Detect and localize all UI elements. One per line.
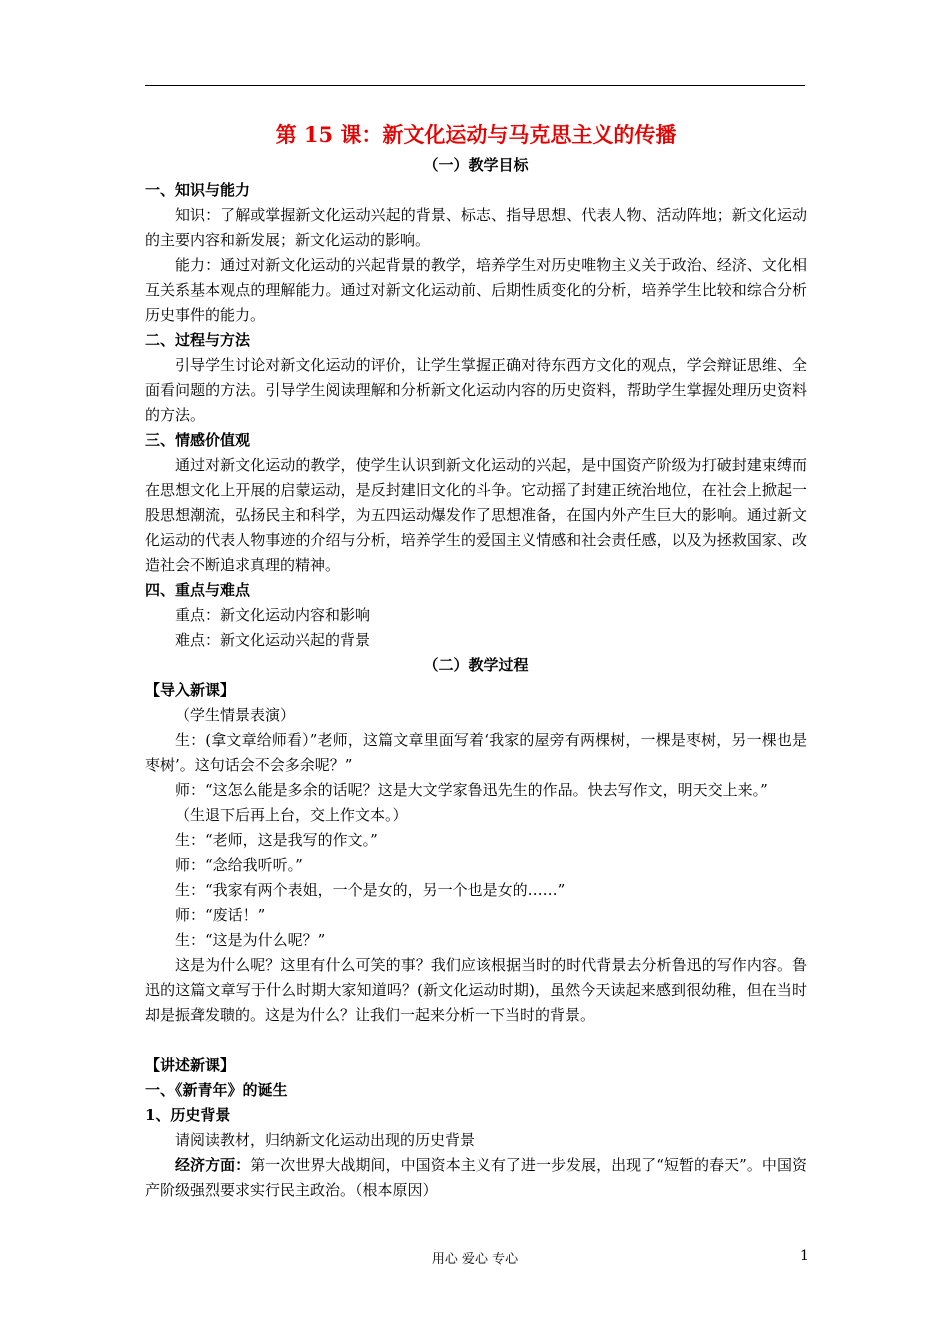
instruction-line: 请阅读教材，归纳新文化运动出现的历史背景 [175, 1131, 476, 1149]
paragraph-emotion-values: 通过对新文化运动的教学，使学生认识到新文化运动的兴起，是中国资产阶级为打破封建束缚而在思想文化上开展的启蒙运动，是反封建旧文化的斗争。它动摇了封建正统治地位，在社会上掀起一股思想潮流，弘扬民主和科学，为五四运动爆发作了思想准备，在国内外产生巨大的影响。通过新文化运动的代表人物事迹的介绍与分析，培养学生的爱国主义情感和社会责任感，以及为拯救国家、改造社会不断追求真理的精神。 [145, 456, 807, 574]
dialogue-line: 生：“老师，这是我写的作文。” [175, 831, 378, 849]
key-point-line: 重点：新文化运动内容和影响 [175, 606, 371, 624]
paragraph-knowledge: 知识：了解或掌握新文化运动兴起的背景、标志、指导思想、代表人物、活动阵地；新文化运动的主要内容和新发展；新文化运动的影响。 [145, 206, 807, 249]
dialogue-line: 师：“念给我听听。” [175, 856, 303, 874]
heading-emotion-values: 三、情感价值观 [145, 431, 251, 449]
dialogue-line: 生：“我家有两个表姐，一个是女的，另一个也是女的……” [175, 881, 566, 899]
paragraph-process-method: 引导学生讨论对新文化运动的评价，让学生掌握正确对待东西方文化的观点，学会辩证思维、全面看问题的方法。引导学生阅读理解和分析新文化运动内容的历史资料，帮助学生掌握处理历史资料的方法。 [145, 356, 807, 424]
heading-process-method: 二、过程与方法 [145, 331, 251, 349]
section-heading-objectives: （一）教学目标 [423, 156, 529, 174]
heading-intro: 【导入新课】 [145, 681, 236, 699]
spacer [145, 1028, 807, 1053]
difficult-point-line: 难点：新文化运动兴起的背景 [175, 631, 371, 649]
heading-knowledge-ability: 一、知识与能力 [145, 181, 251, 199]
section-heading-process: （二）教学过程 [423, 656, 529, 674]
paragraph-economy [145, 1153, 807, 1203]
heading-historical-background: 1、历史背景 [145, 1106, 231, 1124]
heading-new-lesson: 【讲述新课】 [145, 1056, 236, 1074]
economy-text: 第一次世界大战期间，中国资本主义有了进一步发展，出现了“短暂的春天”。中国资产阶级强烈要求实行民主政治。（根本原因） [145, 1156, 807, 1199]
heading-new-youth: 一、《新青年》的诞生 [145, 1081, 288, 1099]
footer-text: 用心 爱心 专心 [431, 1252, 519, 1267]
document-body [145, 120, 807, 1203]
dialogue-line: 生：“这是为什么呢？” [175, 931, 326, 949]
dialogue-paragraph: 师：“这怎么能是多余的话呢？这是大文学家鲁迅先生的作品。快去写作文，明天交上来。” [175, 781, 768, 799]
dialogue-paragraph: 生：(拿文章给师看）”老师，这篇文章里面写着‘我家的屋旁有两棵树，一棵是枣树，另一棵也是枣树’。这句话会不会多余呢？” [145, 731, 807, 774]
header-rule [145, 85, 805, 86]
dialogue-note: （学生情景表演） [175, 706, 296, 724]
dialogue-note: （生退下后再上台，交上作文本。） [175, 806, 408, 824]
dialogue-line: 师：“废话！” [175, 906, 266, 924]
paragraph-ability: 能力：通过对新文化运动的兴起背景的教学，培养学生对历史唯物主义关于政治、经济、文化相互关系基本观点的理解能力。通过对新文化运动前、后期性质变化的分析，培养学生比较和综合分析历史事件的能力。 [145, 256, 807, 324]
intro-analysis-paragraph: 这是为什么呢？这里有什么可笑的事？我们应该根据当时的时代背景去分析鲁迅的写作内容。鲁迅的这篇文章写于什么时期大家知道吗？(新文化运动时期)，虽然今天读起来感到很幼稚，但在当时却是振聋发聩的。这是为什么？让我们一起来分析一下当时的背景。 [145, 956, 807, 1024]
page-number: 1 [800, 1248, 809, 1264]
heading-key-difficult: 四、重点与难点 [145, 581, 251, 599]
economy-lead: 经济方面： [175, 1156, 251, 1174]
lesson-title: 第 15 课：新文化运动与马克思主义的传播 [275, 122, 677, 147]
